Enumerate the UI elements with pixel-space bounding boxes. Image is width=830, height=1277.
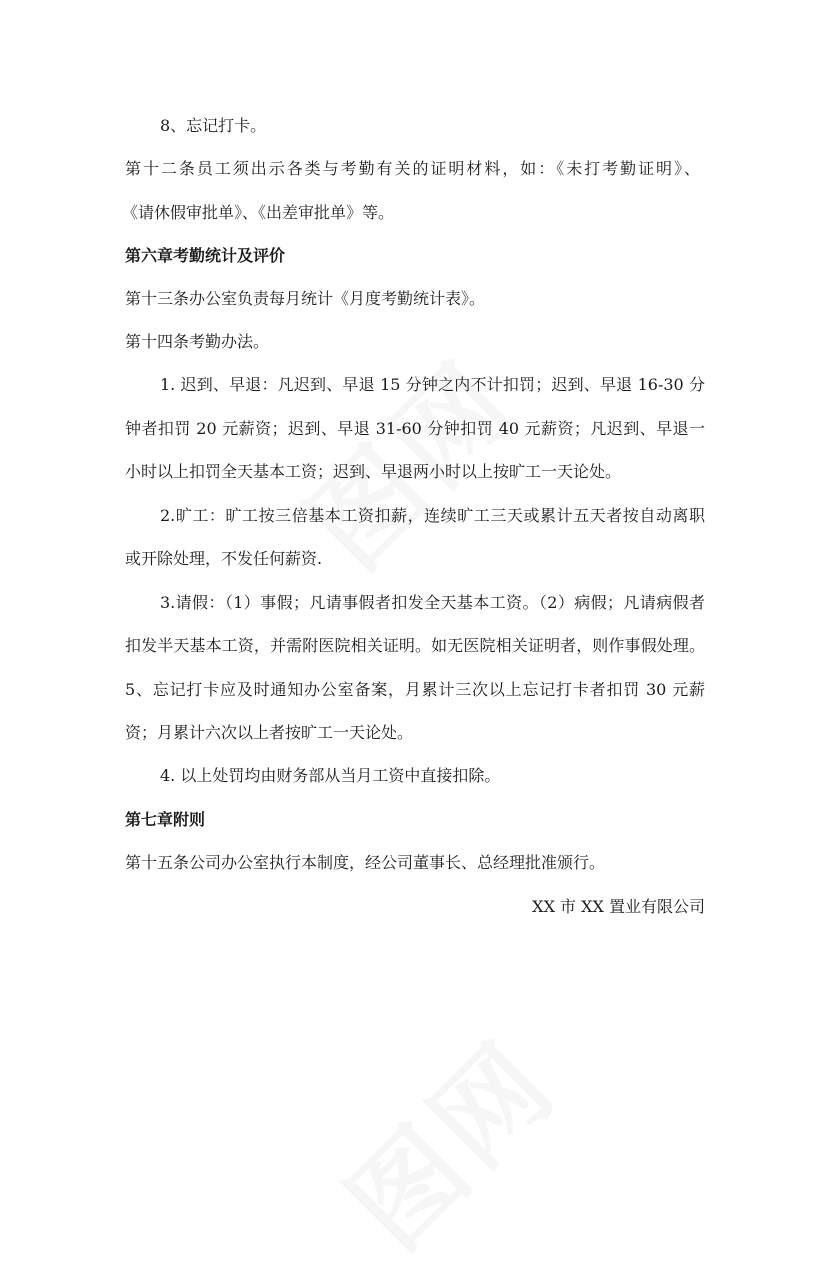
paragraph-line: 第十五条公司办公室执行本制度，经公司董事长、总经理批准颁行。 [125,853,606,872]
paragraph-line: 5、忘记打卡应及时通知办公室备案，月累计三次以上忘记打卡者扣罚 30 元薪 [125,680,705,699]
paragraph-line: 第十二条员工须出示各类与考勤有关的证明材料，如：《未打考勤证明》、 [125,159,700,178]
paragraph-line: 第十三条办公室负责每月统计《月度考勤统计表》。 [125,289,486,308]
chapter-heading: 第七章附则 [125,810,206,829]
watermark [308,1001,584,1277]
paragraph-line: 扣发半天基本工资，并需附医院相关证明。如无医院相关证明者，则作事假处理。 [125,636,705,655]
paragraph-line: 小时以上扣罚全天基本工资；迟到、早退两小时以上按旷工一天论处。 [125,462,622,481]
paragraph-line: 3.请假：（1）事假；凡请事假者扣发全天基本工资。（2）病假；凡请病假者 [160,593,705,612]
paragraph-line: 1. 迟到、早退：凡迟到、早退 15 分钟之内不计扣罚；迟到、早退 16-30 分 [160,375,705,394]
paragraph-line: 《请休假审批单》、《出差审批单》等。 [122,203,395,222]
paragraph-line: 4. 以上处罚均由财务部从当月工资中直接扣除。 [160,766,501,785]
paragraph-line: 第十四条考勤办法。 [125,332,270,351]
paragraph-line: 或开除处理，不发任何薪资. [125,549,323,568]
paragraph-line: 钟者扣罚 20 元薪资；迟到、早退 31-60 分钟扣罚 40 元薪资；凡迟到、早退一 [125,419,705,438]
chapter-heading: 第六章考勤统计及评价 [125,246,286,265]
paragraph-line: 8、忘记打卡。 [160,116,267,135]
paragraph-line: 资；月累计六次以上者按旷工一天论处。 [125,723,414,742]
company-signature: XX 市 XX 置业有限公司 [532,897,705,916]
paragraph-line: 2.旷工：旷工按三倍基本工资扣薪，连续旷工三天或累计五天者按自动离职 [160,506,705,525]
